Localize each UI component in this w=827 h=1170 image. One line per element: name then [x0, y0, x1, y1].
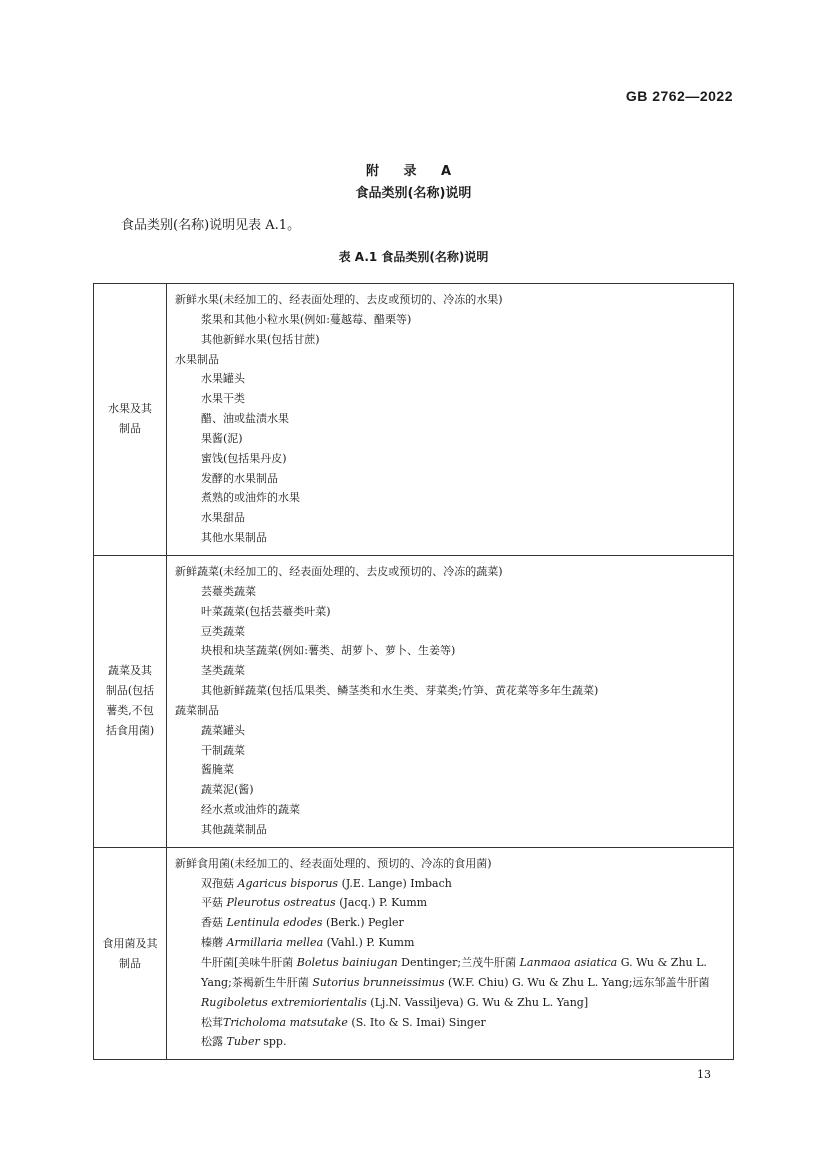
- annex-title: 附 录 A: [365, 164, 462, 179]
- list-item: [175, 1032, 725, 1052]
- authority: (Jacq.) P. Kumm: [339, 896, 428, 910]
- list-item: 经水煮或油炸的蔬菜: [201, 803, 300, 817]
- table-row-fungi: [94, 847, 734, 1059]
- list-item: 其他水果制品: [201, 531, 267, 545]
- latin-name: Tricholoma matsutake: [223, 1015, 348, 1029]
- list-item: 蜜饯(包括果丹皮): [201, 451, 287, 465]
- list-item: 干制蔬菜: [201, 743, 245, 757]
- table-row-vegetable: [94, 555, 734, 847]
- authority: (Lj.N. Vassiljeva) G. Wu & Zhu L. Yang]: [370, 995, 589, 1009]
- list-item: 豆类蔬菜: [201, 624, 245, 638]
- list-item: 酱腌菜: [201, 763, 234, 777]
- latin-name: Lentinula edodes: [226, 916, 323, 930]
- authority: (Berk.) Pegler: [325, 916, 404, 930]
- authority: (Vahl.) P. Kumm: [326, 936, 415, 950]
- fungus-common-name: 榛蘑: [201, 936, 223, 950]
- latin-name: Agaricus bisporus: [237, 876, 339, 890]
- authority: spp.: [263, 1035, 287, 1049]
- table-caption: 表 A.1 食品类别(名称)说明: [338, 250, 489, 264]
- category-label: 食用菌及其: [102, 936, 158, 950]
- list-item: [175, 913, 725, 933]
- items-cell: [167, 555, 734, 847]
- list-item: 其他新鲜水果(包括甘蔗): [201, 332, 320, 346]
- category-label: 薯类,不包: [106, 704, 154, 718]
- list-item: 浆果和其他小粒水果(例如:蔓越莓、醋栗等): [201, 312, 412, 326]
- list-item: 芸薹类蔬菜: [201, 584, 256, 598]
- list-item: 蔬菜罐头: [201, 723, 245, 737]
- list-item: 茎类蔬菜: [201, 664, 245, 678]
- fungus-common-name: 松露: [201, 1035, 223, 1049]
- list-item: 块根和块茎蔬菜(例如:薯类、胡萝卜、萝卜、生姜等): [201, 644, 456, 658]
- list-item: 水果罐头: [201, 372, 245, 386]
- list-item: 果酱(泥): [201, 431, 243, 445]
- list-item: [175, 1013, 725, 1033]
- latin-name: Tuber: [226, 1035, 260, 1049]
- items-cell: [167, 284, 734, 556]
- category-cell: [94, 284, 167, 556]
- list-item: [175, 933, 725, 953]
- authority: (W.F. Chiu) G. Wu & Zhu L. Yang;远东邹盖牛肝菌: [448, 975, 710, 989]
- category-cell: [94, 555, 167, 847]
- list-item: 新鲜水果(未经加工的、经表面处理的、去皮或预切的、冷冻的水果): [175, 293, 503, 306]
- annex-subtitle: 食品类别(名称)说明: [355, 186, 472, 201]
- category-label: 制品: [119, 422, 141, 436]
- list-item: 煮熟的或油炸的水果: [201, 491, 300, 505]
- category-label: 制品(包括: [105, 684, 155, 698]
- list-item: 水果干类: [201, 392, 245, 406]
- list-item: 发酵的水果制品: [201, 471, 278, 485]
- intro-paragraph: 食品类别(名称)说明见表 A.1。: [121, 218, 301, 233]
- fungus-common-name: 牛肝菌[美味牛肝菌: [201, 956, 294, 969]
- fungus-common-name: 平菇: [201, 896, 223, 910]
- list-item: [175, 953, 725, 1013]
- category-label: 制品: [119, 956, 141, 970]
- authority: G. Wu & Zhu L. Yang;茶褐新生牛肝菌: [201, 956, 707, 989]
- list-item: 水果制品: [175, 352, 219, 366]
- category-cell: [94, 847, 167, 1059]
- category-label: 括食用菌): [105, 724, 155, 738]
- table-row-fruit: [94, 284, 734, 556]
- fungus-common-name: 香菇: [201, 916, 223, 930]
- fungus-common-name: 双孢菇: [201, 876, 234, 890]
- category-label: 水果及其: [108, 402, 152, 416]
- food-category-table: [93, 283, 734, 1060]
- list-item: 其他蔬菜制品: [201, 822, 267, 836]
- list-item: 水果甜品: [201, 511, 245, 525]
- list-item: 蔬菜泥(酱): [201, 783, 254, 797]
- latin-name: Rugiboletus extremiorientalis: [201, 995, 367, 1009]
- page-number: 13: [697, 1068, 711, 1081]
- standard-code: GB 2762—2022: [625, 88, 733, 104]
- latin-name: Sutorius brunneissimus: [312, 975, 445, 989]
- latin-name: Pleurotus ostreatus: [226, 896, 336, 910]
- list-item: [175, 893, 725, 913]
- items-cell: [167, 847, 734, 1059]
- list-item: 叶菜蔬菜(包括芸薹类叶菜): [201, 604, 331, 618]
- category-label: 蔬菜及其: [108, 664, 152, 678]
- list-item: 新鲜蔬菜(未经加工的、经表面处理的、去皮或预切的、冷冻的蔬菜): [175, 564, 503, 578]
- authority: (S. Ito & S. Imai) Singer: [351, 1015, 486, 1029]
- latin-name: Boletus bainiugan: [296, 956, 398, 969]
- authority: (J.E. Lange) Imbach: [341, 876, 452, 890]
- list-item: 醋、油或盐渍水果: [201, 412, 289, 426]
- list-item: [175, 874, 725, 894]
- latin-name: Lanmaoa asiatica: [519, 956, 618, 969]
- fungus-common-name: 松茸: [201, 1015, 223, 1029]
- list-item: 其他新鲜蔬菜(包括瓜果类、鳞茎类和水生类、芽菜类;竹笋、黄花菜等多年生蔬菜): [201, 684, 599, 698]
- list-item: 蔬菜制品: [175, 703, 219, 717]
- latin-name: Armillaria mellea: [226, 936, 324, 950]
- list-item: 新鲜食用菌(未经加工的、经表面处理的、预切的、冷冻的食用菌): [175, 856, 492, 870]
- authority: Dentinger;兰茂牛肝菌: [401, 956, 517, 969]
